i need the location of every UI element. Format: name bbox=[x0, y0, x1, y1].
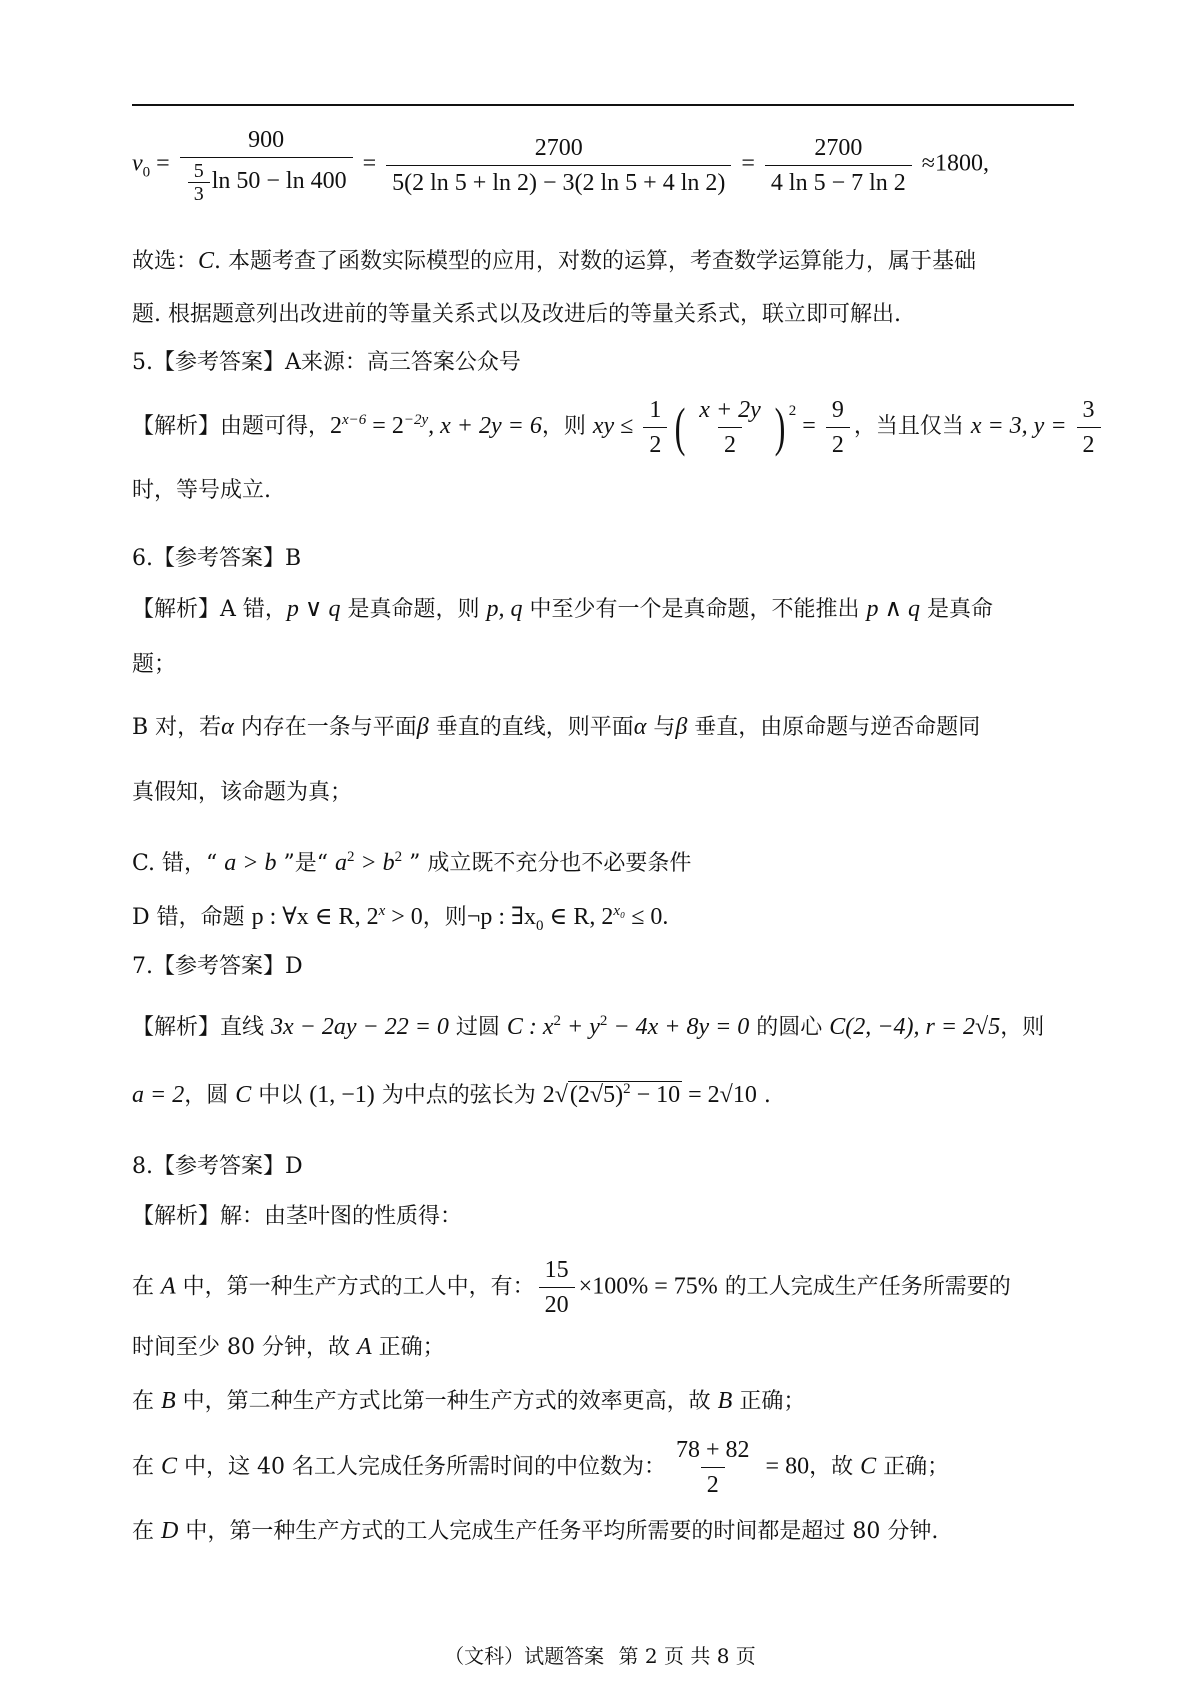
page-footer bbox=[0, 1640, 1200, 1669]
q8-item-a: 在 A 中，第一种生产方式的工人中，有： $\frac{15}{20}$ ×100% = 75% 的工人完成生产任务所需要的 bbox=[132, 1257, 1011, 1318]
q8-item-b: 在 B 中，第二种生产方式比第一种生产方式的效率更高，故 B 正确； bbox=[132, 1388, 806, 1414]
q4-conclusion-line1: 故选：C. 本题考查了函数实际模型的应用，对数的运算，考查数学运算能力，属于基础 bbox=[132, 248, 977, 274]
q8-intro: 【解析】解：由茎叶图的性质得： bbox=[132, 1204, 463, 1229]
q5-analysis-line2: 时，等号成立. bbox=[132, 478, 271, 503]
q7-analysis: 【解析】直线 3x − 2ay − 22 = 0 过圆 C : $x^2 + y^2 - 4x + 8y = 0$ 的圆心 C(2, −4), r = 2√5，则 bbox=[132, 1013, 1045, 1040]
q5-analysis: 【解析】由题可得，$2^{x-6} = 2^{-2y}$, x + 2y = 6，则 xy ≤ $\frac{1}{2}$ ( $\frac{x + 2y}{2}$ ) $^2$ = $\frac{9}{2}$ ，当且仅当 x = 3, y = $\frac{3}{2}$ bbox=[132, 394, 1080, 459]
header-rule bbox=[132, 104, 1074, 106]
footer-page-number: 第 2 页 共 8 页 bbox=[618, 1644, 756, 1668]
q8-heading: 8.【参考答案】D bbox=[132, 1154, 303, 1179]
q8-item-c: 在 C 中，这 40 名工人完成任务所需时间的中位数为： $\frac{78 + 82}{2}$ = 80，故 C 正确； bbox=[132, 1437, 950, 1498]
q6-option-c: C. 错，“ a > b ”是“ $a^2 > b^2$ ” 成立既不充分也不必要条件 bbox=[132, 849, 692, 876]
v0-formula: $v_0$ = 900 $\frac{5}{3}$ ln 50 − ln 400 = $\frac{2700}{5(2 \ln 5 + \ln 2) - 3(2 \ln 5 + 4 \ln 2)}$ = $\frac{2700}{4 \ln 5 - 7 \ln 2}$ ≈1800, bbox=[132, 127, 989, 205]
q6-option-d: D 错，命题 p : ∀x ∈ R, $2^x > 0$，则¬p : $\exists x_0$ ∈ R, $2^{x_0} \le 0$. bbox=[132, 903, 669, 934]
q5-heading: 5.【参考答案】A来源：高三答案公众号 bbox=[132, 350, 521, 375]
q6-option-a-line2: 题； bbox=[132, 652, 177, 677]
footer-doc-title: （文科）试题答案 bbox=[444, 1644, 605, 1668]
q7-analysis-line2: a = 2，圆 C 中以 (1, −1) 为中点的弦长为 $2√(2√5)^2 - 10 = 2√10$ . bbox=[132, 1081, 771, 1108]
q8-item-a-line2: 时间至少 80 分钟，故 A 正确； bbox=[132, 1334, 445, 1360]
q6-option-b-line2: 真假知，该命题为真； bbox=[132, 780, 353, 805]
q4-conclusion-line2: 题. 根据题意列出改进前的等量关系式以及改进后的等量关系式，联立即可解出. bbox=[132, 302, 901, 327]
q7-heading: 7.【参考答案】D bbox=[132, 954, 303, 979]
q6-heading: 6.【参考答案】B bbox=[132, 546, 302, 571]
q8-item-d: 在 D 中，第一种生产方式的工人完成生产任务平均所需要的时间都是超过 80 分钟. bbox=[132, 1518, 939, 1544]
q6-option-a: 【解析】A 错，p ∨ q 是真命题，则 p, q 中至少有一个是真命题，不能推出 p ∧ q 是真命 bbox=[132, 596, 994, 622]
q6-option-b: B 对，若α 内存在一条与平面β 垂直的直线，则平面α 与β 垂直，由原命题与逆否命题同 bbox=[132, 714, 981, 740]
